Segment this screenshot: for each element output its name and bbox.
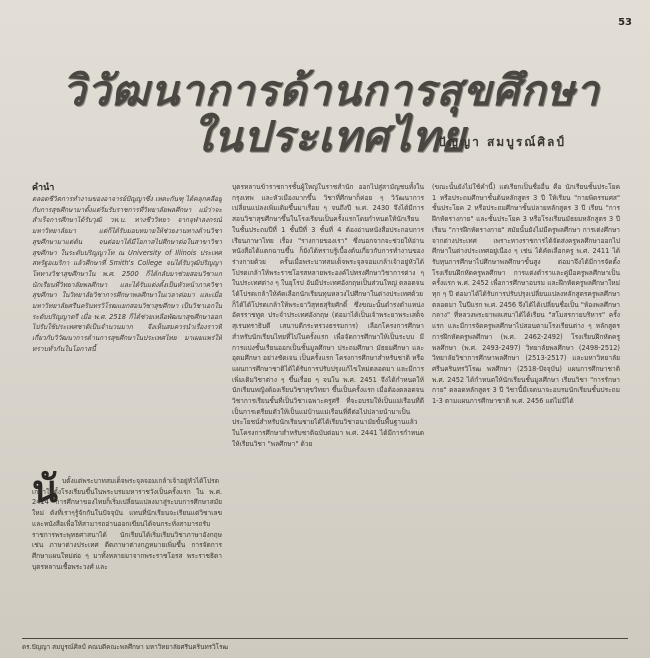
footer-divider [22, 638, 628, 639]
body-column-2: บุตรหลานข้าราชการชั้นผู้ใหญ่ในราชสำนัก ออกไปสู่สามัญชนทั้งในกรุงเทพ และหัวเมืองมากขึ้น วิชาที่ศึกษาก็ค่อย ๆ วิวัฒนาการเปลี่ยนแปลงเพิ่มเติมขึ้นมาเรื่อย ๆ จนถึงปี พ.ศ. 2430 จึงได้มีการสอนวิชาสุขศึกษาขึ้นในโรงเรียนเป็นครั้งแรกโดยกำหนดให้นักเรียนในชั้นประถมปีที่ 1 ชั้นปีที่ 3 ชั้นที่ 4 ต้องอ่านหนังสือประกอบการเรียนภาษาไทย เรื่อง "รางกายของเรา" ซึ่งนอกจากจะช่วยให้อ่านหนังสือได้แตกฉานขึ้น ก็ยังได้ทราบรู้เบื้องต้นเกี่ยวกับการทำงานของร่างกายด้วย ครั้นเมื่อพระบาทสมเด็จพระจุลจอมเกล้าเจ้าอยู่หัวได้โปรดเกล้าให้พระราชโอรสหลายพระองค์ไปทรงศึกษาวิชาการต่าง ๆ ในประเทศต่าง ๆ ในยุโรป อันมีประเทศอังกฤษเป็นส่วนใหญ่ ตลอดจนได้โปรดเกล้าให้คัดเลือกนักเรียนทุนหลวงไปศึกษาในต่างประเทศด้วย ก็ได้ได้โปรดเกล้าให้พระยาวิสุทธสุริยศักดิ์ ซึ่งขณะนั้นดำรงตำแหน่งอัครราชทูต ประจำประเทศอังกฤษ (ต่อมาได้เป็นเจ้าพระยาพระเสด็จสุเรนทราธิบดี เสนาบดีกระทรวงธรรมการ) เลือกโครงการศึกษาสำหรับนักเรียนไทยที่ไปในครั้งแรก เพื่อจัดการศึกษาให้เป็นระบบ มีการแบ่งชั้นเรียนออกเป็นชั้นมูลศึกษา ประถมศึกษา มัธยมศึกษา และอุดมศึกษา อย่างชัดเจน เป็นครั้งแรก โครงการศึกษาสำหรับชาติ หรือแผนการศึกษาชาติได้ได้รับการปรับปรุงแก้ไขใหม่ตลอดมา และมีการเพิ่มเติมวิชาต่าง ๆ ขึ้นเรื่อย ๆ จนใน พ.ศ. 2451 จึงได้กำหนดให้นักเรียนหญิงต้องเรียนวิชาสุขวิทยา ขึ้นเป็นครั้งแรก เมื่อต้องตลอดจนวิชาการเรียนชั้นที่เป็นวิชาเฉพาะครูศรี ที่จะอบรมให้เป็นแม่เรือนที่ดี เป็นการเตรียมตัวให้เป็นแม่บ้านแม่เรือนที่ดีต่อไปปลายนำมาเป็นประโยชน์สำหรับนักเรียนชายได้ได้เรียนวิชาอนามัยขั้นพื้นฐานแล้ว ในโครงการศึกษาสำหรับชาติฉบับต่อมา พ.ศ. 2441 ได้มีการกำหนดให้เรียนวิชา "พลศึกษา" ด้วย [232, 183, 424, 448]
body-column-1 [32, 476, 222, 626]
author-footnote: ดร.ปัญญา สมบูรณ์ศิลป์ คณบดีคณะพลศึกษา มหาวิทยาลัยศรีนครินทรวิโรฒ [22, 643, 229, 651]
article-title-line2: ในประเทศไทย [192, 112, 467, 161]
section-heading: คำนำ [32, 183, 55, 193]
body-column-3: (ขณะนั้นยังไม่ใช้คำนี้) แต่เรียกเป็นชื่ออื่น คือ นักเรียนชั้นประโยค 1 หรือประถมศึกษาชั้นต้นหลักสูตร 3 ปี ให้เรียน "กายพิดรรมศส" ชั้นประโยค 2 หรือประถมศึกษาชั้นปลายหลักสูตร 3 ปี เรียน "การฝึกหัดรางกาย" และชั้นประโยค 3 หรือโรงเรียนมัธยมหลักสูตร 3 ปี เรียน "การฝึกหัดรางกาย" สมัยนั้นยังไม่มีครูพลศึกษา การเต่งศึกษาจากต่างประเทศ เพราะทางราชการได้จัดส่งครูพลศึกษาออกไปศึกษาในต่างประเทศอยู่เนือง ๆ เช่น ได้คัดเลือกครู พ.ศ. 2411 ได้รับทุนการศึกษาไปศึกษาพลศึกษาขั้นสูง ต่อมาจึงได้มีการจัดตั้งโรงเรียนฝึกหัดครูพลศึกษา การแต่งตำราและคู่มือครูพลศึกษาเป็นครั้งแรก พ.ศ. 2452 เพื่อการศึกษาอบรม และฝึกหัดครูพลศึกษาใหม่ทุก ๆ ปี ต่อมาได้ได้รับการปรับปรุงเปลี่ยนแปลงหลักสูตรครูพลศึกษาตลอดมา ในปีแรก พ.ศ. 2456 จึงได้ได้เปลี่ยนชื่อเป็น "ห้องพลศึกษากลาง" ที่หลวงพระยาพลเสนาได้ได้เรียน "สโมสรกายบริหาร" ครั้งแรก และมีการจัดครูพลศึกษาไปสอนตามโรงเรียนต่าง ๆ หลักสูตรการฝึกหัดครูพลศึกษา (พ.ศ. 2462-2492) โรงเรียนฝึกหัดครูพลศึกษา (พ.ศ. 2493-2497) วิทยาลัยพลศึกษา (2498-2512) วิทยาลัยวิชาการศึกษาพลศึกษา (2513-2517) และมหาวิทยาลัยศรีนครินทรวิโรฒ พลศึกษา (2518-ปัจจุบัน) แผนการศึกษาชาติ พ.ศ. 2452 ได้กำหนดให้นักเรียนชั้นมูลศึกษา เรียนวิชา "การรักษากาย" ตลอดหลักสูตร 3 ปี วิชานี้มีเจตนาจะอบรมนักเรียนชั้นประถม 1-3 ตามแผนการศึกษาชาติ พ.ศ. 2456 แต่ไม่มีได้ [432, 183, 620, 406]
body-column-1-text: บตั้งแต่พระบาทสมเด็จพระจุลจอมเกล้าเจ้าอยู่หัวได้โปรดเกล้าให้ตั้งโรงเรียนขึ้นในพระบรมมหาราชวังเป็นครั้งแรก ใน พ.ศ. 2414 การศึกษาของไทยก็เริ่มเปลี่ยนแปลงมาสู่ระบบการศึกษาสมัยใหม่ ดังที่เราๆรู้จักกันในปัจจุบัน แทนที่นักเรียนจะเรียนแต่วิชาเลขและหนังสือเพื่อให้สามารถอ่านออกเขียนได้จนกระทั่งสามารถรับราชการพระพุทธศาสนาได้ นักเรียนได้เริ่มเรียนวิชาภาษาอังกฤษ เช่น ภาษาต่างประเทศ ตีตภาษาต่างกฎหมายเพิ่มขึ้น การจัดการศึกษาแผนใหม่ต่อ ๆ มาทั้งหลายมาจากพระราชโอรส พระราชธิดา บุตรหลานเชื้อพระวงศ์ และ [32, 477, 222, 571]
article-author: ปัญญา สมบูรณ์ศิลป์ [438, 135, 566, 149]
page-number: 53 [618, 17, 632, 28]
article-title-line1: วิวัฒนาการด้านการสุขศึกษา [62, 66, 600, 115]
drop-cap: นั [32, 467, 58, 511]
article-abstract: ตลอดชีวิตการทำงานของอาจารย์ปัญญาซึ่ง เหตะกันฑุ ได้คลุกคลีอยู่กับการสุขศึกษามาตั้งแต่ริ่มรับราชการที่วิทยาลัยพลศึกษา แม้ว่าจะสำเร็จการศึกษาได้รับวุฒิ วท.บ. ทางชีววิทยา จากจุฬาลงกรณ์มหาวิทยาลัยมา แต่ก็ได้รับมอบหมายให้ช่วยงานทางด้านวิชาสุขศึกษามาแต่ต้น จนต่อมาได้มีโอกาสไปศึกษาต่อในสาขาวิชาสุขศึกษา ในระดับปริญญาโท ณ University of Illinois ประเทศสหรัฐอเมริกา แล้วศึกษาที่ Smith's College จนได้รับวุฒิปริญญาโททางวิชาสุขศึกษาใน พ.ศ. 2500 ก็ได้กลับมาช่วยสอนวิชาแก่นักเรียนที่วิทยาลัยพลศึกษา และได้รับแต่งตั้งเป็นหัวหน้าภาควิชาสุขศึกษา ในวิทยาลัยวิชาการศึกษาพลศึกษาในเวลาต่อมา และเมื่อมหาวิทยาลัยศรีนครินทรวิโรฒแยกสอนวิชาสุขศึกษา เป็นวิชาเอกในระดับปริญญาตรี เมื่อ พ.ศ. 2518 ก็ได้ช่วยเหลือพัฒนาสุขศึกษาออกไปรับใช้ประเทศชาติเป็นจำนวนมาก จึงเห็นสมควรนำเรื่องราวที่เกี่ยวกับวิวัฒนาการด้านการสุขศึกษาในประเทศไทย มาเผยแพร่ให้ทราบทั่วกันในโอกาสนี้ [32, 195, 222, 353]
